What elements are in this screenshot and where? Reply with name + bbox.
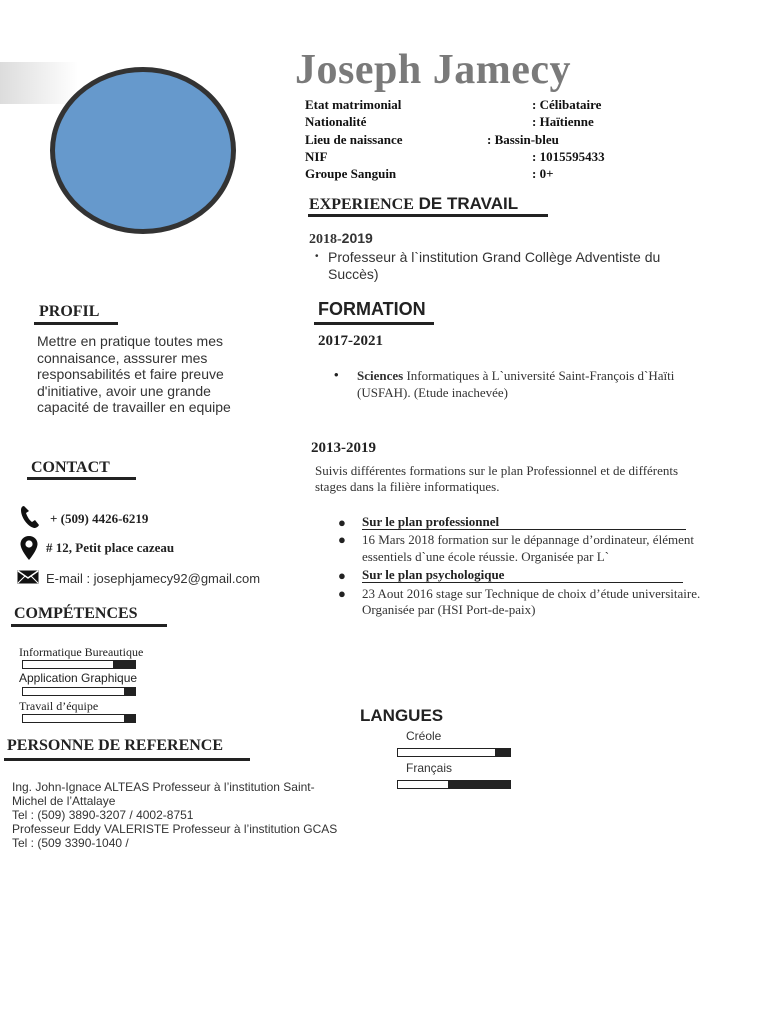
skill-label: Travail d’équipe [19, 699, 99, 713]
formation-title: FORMATION [318, 299, 426, 319]
skill-bar [22, 714, 136, 723]
reference-underline [4, 758, 250, 761]
experience-underline [308, 214, 548, 217]
bullet-icon: • [334, 367, 339, 382]
skill-label: Informatique Bureautique [19, 645, 144, 659]
sub2-item: 23 Aout 2016 stage sur Technique de choix d’étude universitaire. Organisée par (HSI Port-de-paix) [362, 586, 701, 617]
skill-bar-fill [124, 715, 135, 722]
experience-item [315, 249, 705, 282]
experience-year [309, 230, 373, 248]
reference-line: Professeur Eddy VALERISTE Professeur à l’institution GCAS [12, 822, 338, 836]
bullet-icon: ● [338, 568, 346, 583]
skill-label: Application Graphique [19, 671, 138, 685]
experience-year-a: 2018- [309, 232, 342, 247]
info-value-birthplace: : Bassin-bleu [487, 132, 559, 147]
formation-item-1 [357, 367, 697, 401]
phone-icon [20, 505, 40, 529]
profil-underline [34, 322, 118, 325]
contact-address: # 12, Petit place cazeau [46, 540, 175, 555]
bullet-icon: • [315, 251, 319, 262]
reference-block [12, 780, 372, 850]
competences-title: COMPÉTENCES [14, 605, 138, 622]
language-bar [397, 748, 511, 757]
info-label-marital: Etat matrimonial [305, 97, 402, 112]
info-value-blood: : 0+ [532, 166, 554, 181]
info-value-nationality: : Haïtienne [532, 114, 594, 129]
experience-title [309, 194, 518, 214]
language-label: Créole [406, 729, 442, 743]
formation-period-1: 2017-2021 [318, 333, 383, 349]
candidate-name: Joseph Jamecy [295, 47, 571, 93]
skill-bar-fill [113, 661, 135, 668]
language-bar-fill [448, 781, 510, 788]
formation-period-2: 2013-2019 [311, 440, 376, 456]
sub1-item: 16 Mars 2018 formation sur le dépannage d’ordinateur, élément essentiels d`une école réussie. Organisée par L` [362, 532, 694, 564]
experience-item-text: Professeur à l`institution Grand Collège Adventiste du Succès) [328, 249, 661, 282]
language-bar [397, 780, 511, 789]
sub2-title: Sur le plan psychologique [362, 568, 683, 583]
skill-bar [22, 687, 136, 696]
location-pin-icon [19, 535, 39, 561]
sub1-title: Sur le plan professionnel [362, 515, 686, 530]
competences-underline [11, 624, 167, 627]
experience-year-b: 2019 [341, 230, 373, 246]
reference-line: Michel de l’Attalaye [12, 794, 116, 808]
reference-line: Tel : (509 3390-1040 / [12, 836, 129, 850]
decorative-gradient-bar [0, 62, 78, 104]
formation-intro: Suivis différentes formations sur le plan Professionnel et de différents stages dans la filière informatiques. [315, 463, 679, 494]
skill-bar-fill [124, 688, 135, 695]
reference-title: PERSONNE DE REFERENCE [7, 737, 224, 754]
info-value-nif: : 1015595433 [532, 149, 605, 164]
profile-photo-placeholder [50, 67, 236, 234]
bullet-icon: ● [338, 515, 346, 530]
experience-title-b: DE TRAVAIL [413, 194, 519, 213]
bullet-icon: ● [338, 586, 346, 601]
profil-text: Mettre en pratique toutes mes connaisance, asssurer mes responsabilités et faire preuve d'initiative, avoir une grande capacité de travailler en equipe [37, 333, 231, 415]
profil-title: PROFIL [39, 303, 100, 320]
info-label-nationality: Nationalité [305, 114, 367, 129]
skill-bar [22, 660, 136, 669]
reference-line: Tel : (509) 3890-3207 / 4002-8751 [12, 808, 194, 822]
langues-title: LANGUES [360, 706, 444, 725]
formation-underline [314, 322, 434, 325]
experience-title-a: EXPERIENCE [309, 196, 414, 213]
contact-underline [27, 477, 136, 480]
formation-item-1-bold: Sciences [357, 368, 404, 383]
formation-item-1-text: Informatiques à L`université Saint-François d`Haïti (USFAH). (Etude inachevée) [357, 368, 675, 400]
info-label-nif: NIF [305, 149, 328, 164]
email-icon [17, 570, 39, 584]
info-label-blood: Groupe Sanguin [305, 166, 397, 181]
reference-line: Ing. John-Ignace ALTEAS Professeur à l’institution Saint- [12, 780, 315, 794]
bullet-icon: ● [338, 532, 346, 547]
info-value-marital: : Célibataire [532, 97, 602, 112]
contact-email: E-mail : josephjamecy92@gmail.com [46, 571, 261, 586]
info-label-birthplace: Lieu de naissance [305, 132, 403, 147]
contact-title: CONTACT [31, 459, 110, 476]
contact-phone: + (509) 4426-6219 [50, 511, 149, 526]
language-label: Français [406, 761, 453, 775]
language-bar-fill [495, 749, 510, 756]
